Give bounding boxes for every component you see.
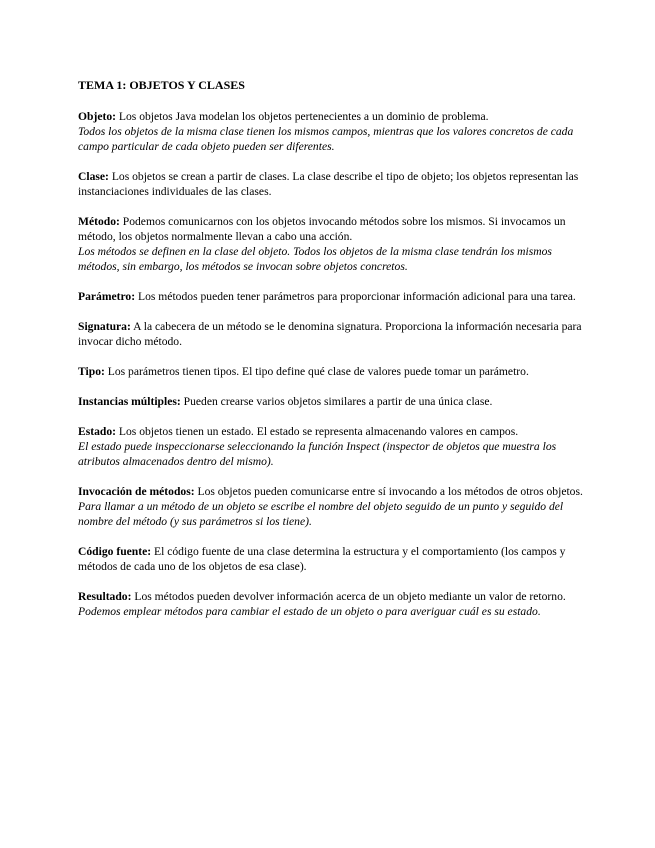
term-definition: Los objetos pueden comunicarse entre sí invocando a los métodos de otros objetos. <box>197 485 583 498</box>
definition-line <box>78 214 583 244</box>
term-definition: Podemos comunicarnos con los objetos invocando métodos sobre los mismos. Si invocamos un método, los objetos normalmente llevan a cabo una acción. <box>78 215 566 243</box>
term-label: Método: <box>78 215 120 228</box>
term-label: Invocación de métodos: <box>78 485 195 498</box>
section-signatura <box>78 319 583 349</box>
definition-line <box>78 289 583 304</box>
definition-line <box>78 544 583 574</box>
definition-line <box>78 484 583 499</box>
term-label: Estado: <box>78 425 117 438</box>
section-parametro <box>78 289 583 304</box>
section-tipo <box>78 364 583 379</box>
term-note: El estado puede inspeccionarse seleccionando la función Inspect (inspector de objetos que muestra los atributos almacenados dentro del mismo). <box>78 440 557 468</box>
term-definition: Los objetos se crean a partir de clases. La clase describe el tipo de objeto; los objetos representan las instanciaciones individuales de las clases. <box>78 170 579 198</box>
term-label: Código fuente: <box>78 545 152 558</box>
term-label: Instancias múltiples: <box>78 395 181 408</box>
term-label: Tipo: <box>78 365 105 378</box>
definition-line <box>78 319 583 349</box>
term-note: Todos los objetos de la misma clase tienen los mismos campos, mientras que los valores concretos de cada campo particular de cada objeto pueden ser diferentes. <box>78 125 574 153</box>
term-definition: Los objetos tienen un estado. El estado se representa almacenando valores en campos. <box>118 425 519 438</box>
definition-line <box>78 589 583 604</box>
term-definition: Los parámetros tienen tipos. El tipo define qué clase de valores puede tomar un parámetro. <box>107 365 529 378</box>
term-definition: Los objetos Java modelan los objetos pertenecientes a un dominio de problema. <box>118 110 489 123</box>
definition-line <box>78 364 583 379</box>
definition-line <box>78 424 583 439</box>
section-objeto <box>78 109 583 154</box>
section-metodo <box>78 214 583 274</box>
section-instancias-multiples <box>78 394 583 409</box>
term-note: Para llamar a un método de un objeto se escribe el nombre del objeto seguido de un punto y seguido del nombre del método (y sus parámetros si los tiene). <box>78 500 564 528</box>
term-definition: Pueden crearse varios objetos similares a partir de una única clase. <box>183 395 493 408</box>
term-note: Podemos emplear métodos para cambiar el estado de un objeto o para averiguar cuál es su estado. <box>78 605 541 618</box>
term-label: Parámetro: <box>78 290 136 303</box>
term-label: Objeto: <box>78 110 116 123</box>
definition-line <box>78 169 583 199</box>
term-note: Los métodos se definen en la clase del objeto. Todos los objetos de la misma clase tendrán los mismos métodos, sin embargo, los métodos se invocan sobre objetos concretos. <box>78 245 552 273</box>
term-definition: Los métodos pueden devolver información acerca de un objeto mediante un valor de retorno. <box>134 590 566 603</box>
term-definition: El código fuente de una clase determina la estructura y el comportamiento (los campos y métodos de cada uno de los objetos de esa clase). <box>78 545 566 573</box>
section-clase <box>78 169 583 199</box>
section-estado <box>78 424 583 469</box>
term-label: Clase: <box>78 170 109 183</box>
section-invocacion-de-metodos <box>78 484 583 529</box>
section-resultado <box>78 589 583 619</box>
document-title: TEMA 1: OBJETOS Y CLASES <box>78 78 245 92</box>
term-label: Resultado: <box>78 590 132 603</box>
definition-line <box>78 394 583 409</box>
term-label: Signatura: <box>78 320 131 333</box>
term-definition: Los métodos pueden tener parámetros para proporcionar información adicional para una tarea. <box>138 290 576 303</box>
section-codigo-fuente <box>78 544 583 574</box>
definition-line <box>78 109 583 124</box>
term-definition: A la cabecera de un método se le denomina signatura. Proporciona la información necesaria para invocar dicho método. <box>78 320 582 348</box>
document-page <box>78 78 583 634</box>
